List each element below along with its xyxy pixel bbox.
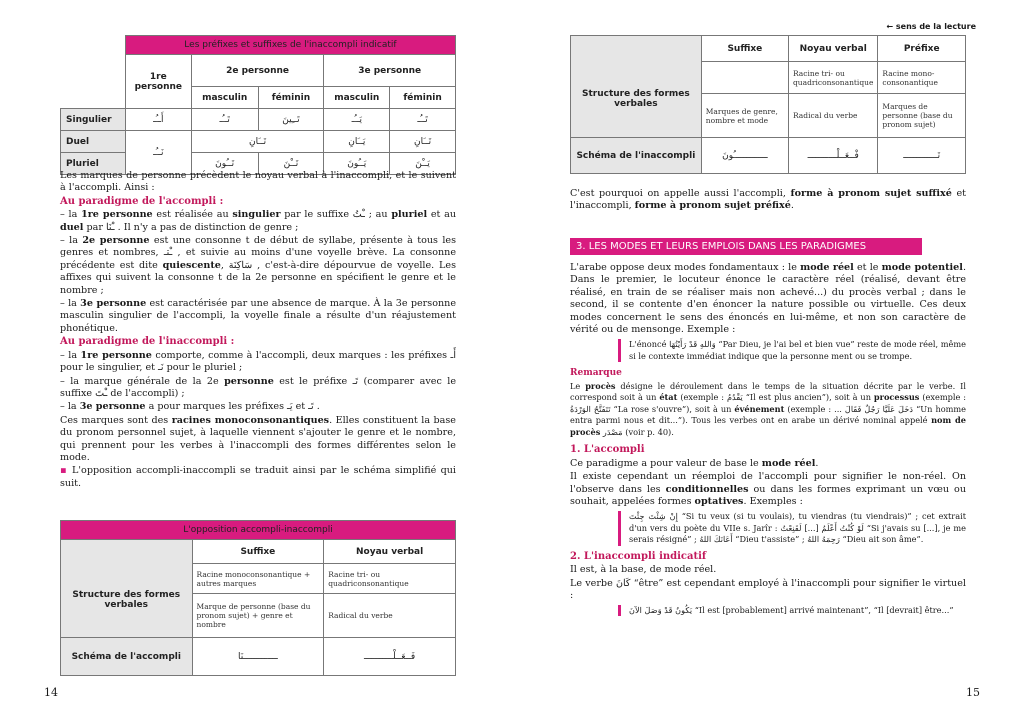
paragraph: – la 3e personne est caractérisée par une absence de marque. À la 3e personne masculin singulier de l'accompli, la voyelle finale a résulte d'un réajustement phonétique. (60, 298, 457, 334)
affix-cell: تَــُـ (390, 109, 456, 131)
heading-inaccompli: Au paradigme de l'inaccompli : (60, 336, 235, 348)
right-body-text (570, 262, 966, 616)
page-number: 15 (966, 686, 980, 699)
affix-cell: تَــِينَ (258, 109, 324, 131)
paragraph: L'arabe oppose deux modes fondamentaux : le mode réel et le mode potentiel. Dans le premier, le locuteur énonce le caractère réel (réalisé, devant être réalisé, en train de se réaliser mais non achevé...) du procès verbal ; dans le second, il se contente d'en énoncer la nature possible ou virtuelle. Ces deux modes concernent le sens des énoncés en lui-même, et non son caractère de vérité ou de mensonge. Exemple : (570, 262, 966, 336)
cell: Radical du verbe (324, 594, 456, 638)
paragraph: Le verbe كَانَ “être” est cependant employé à l'inaccompli pour signifier le virtuel : (570, 577, 966, 602)
page-number: 14 (44, 686, 58, 699)
remarque-title: Remarque (570, 368, 622, 379)
affix-cell: يَــْنَ (390, 153, 456, 175)
affix-cell: يَــُونَ (324, 153, 390, 175)
example-quote: L'énoncé وَاللهِ قَدْ رَأَيْتُهَا “Par Dieu, je l'ai bel et bien vue” reste de mode réel, même si le contexte immédiat indique que la personne ment ou se trompe. (618, 339, 966, 362)
row-label: Singulier (61, 109, 126, 131)
affix-cell: تَــُونَ (191, 153, 258, 175)
affix-cell: يَــُـ (324, 109, 390, 131)
row-label: Schéma de l'inaccompli (571, 138, 702, 174)
sub-header-feminin: féminin (390, 87, 456, 109)
affix-cell: تَــَانِ (390, 131, 456, 153)
paragraph: – la 1re personne est réalisée au singulier par le suffixe ـْتُ ; au pluriel et au duel par ـْنَا . Il n'y a pas de distinction de genre ; (60, 209, 456, 233)
cell: Racine tri- ou quadriconsonantique (788, 62, 877, 94)
paragraph: Ce paradigme a pour valeur de base le mode réel. (570, 457, 819, 469)
col-header-noyau: Noyau verbal (788, 36, 877, 62)
affix-cell: أَــُـ (125, 109, 191, 131)
paragraph: Il est, à la base, de mode réel. (570, 564, 717, 576)
row-label: Structure des formes verbales (571, 62, 702, 138)
affix-cell: تَــْنَ (258, 153, 324, 175)
cell: Marques de genre, nombre et mode (701, 94, 788, 138)
sub-header-feminin: féminin (258, 87, 324, 109)
affix-cell: تَــُـ (191, 109, 258, 131)
sub-header-masculin: masculin (191, 87, 258, 109)
paragraph: – la 1re personne comporte, comme à l'accompli, deux marques : les préfixes أَـ pour le singulier, et نَـ pour le pluriel ; (60, 349, 457, 374)
cell: Racine tri- ou quadriconsonantique (324, 564, 456, 594)
sub-header-masculin: masculin (324, 87, 390, 109)
affix-cell: نَــُـ (125, 131, 191, 175)
affix-cell: تَــَانِ (191, 131, 324, 153)
paragraph: – la marque générale de la 2e personne est le préfixe تَـ (comparer avec le suffixe ـْتَ de l'accompli) ; (60, 375, 457, 399)
cell: Radical du verbe (788, 94, 877, 138)
right-page (510, 0, 1020, 718)
schema-suffix: ـــــــــــــنَا (192, 638, 324, 676)
row-label: Duel (61, 131, 126, 153)
col-header-noyau: Noyau verbal (324, 540, 456, 564)
table-row (61, 131, 456, 153)
table-title: Les préfixes et suffixes de l'inaccompli indicatif (125, 36, 455, 55)
schema-prefix: تَـــــــــــــ (878, 138, 966, 174)
row-label: Pluriel (61, 153, 126, 175)
col-header-suffixe: Suffixe (192, 540, 324, 564)
example-quote: إِنْ شِئْتَ جِئْتَ “Si tu veux (si tu voulais), tu viendras (tu viendrais)” ; cet extrait d'un vers du poète du VIIe s. Jarîr : لَوْ كُنْتُ أَعْلَمُ [...] لَقَنِعْتُ “Si j'avais su [...], je me serais résigné” ; أَعَانَكَ اللهُ “Dieu t'assiste” ; رَحِمَهُ اللهُ “Dieu ait son âme”. (618, 511, 966, 546)
remarque-text: Le procès désigne le déroulement dans le temps de la situation décrite par le verbe. Il correspond soit à un état (exemple : يَقْدُمُ “Il est plus ancien”), soit à un processus (exemple : تَتَفَتَّحُ الوَرْدَةُ “La rose s'ouvre”), soit à un événement (exemple : ... دَخَلَ عَلَيَّا رَجُلٌ فَقَالَ “Un homme entra parmi nous et dit...”). Tous les verbes ont en arabe un dérivé nominal appelé nom de procès مَصْدَر (voir p. 40). (570, 380, 967, 437)
cell: Racine monoconsonantique + autres marques (192, 564, 324, 594)
paragraph: Il existe cependant un réemploi de l'accompli pour signifier le non-réel. On l'observe dans les conditionnelles ou dans les formes exprimant un vœu ou souhait, appelées formes optatives. Exemples : (570, 471, 966, 507)
cell-empty (701, 62, 788, 94)
col-header-1st-person: 1re personne (125, 55, 191, 109)
col-header-suffixe: Suffixe (701, 36, 788, 62)
col-header-prefixe: Préfixe (878, 36, 966, 62)
cell: Marques de personne (base du pronom sujet) (878, 94, 966, 138)
reading-direction-label: ← sens de la lecture (886, 22, 976, 31)
heading-accompli: Au paradigme de l'accompli : (60, 195, 224, 207)
table-title: L'opposition accompli-inaccompli (61, 521, 456, 540)
heading-accompli: 1. L'accompli (570, 444, 645, 456)
schema-noyau: فْــعَــلْـــــــــــ (788, 138, 877, 174)
example-quote: يَكُونُ قَدْ وَصَلَ الآنَ “Il est [probablement] arrivé maintenant”, “Il [devrait] être...” (618, 605, 966, 617)
paragraph: ▪ L'opposition accompli-inaccompli se traduit ainsi par le schéma simplifié qui suit. (60, 465, 456, 489)
col-header-2nd-person: 2e personne (191, 55, 324, 87)
affix-cell: يَــَانِ (324, 131, 390, 153)
left-body-text (60, 170, 456, 491)
row-label: Schéma de l'accompli (61, 638, 193, 676)
schema-suffix: ـــــــــــــُونَ (701, 138, 788, 174)
inaccompli-structure-table (570, 35, 966, 174)
right-para-cest: C'est pourquoi on appelle aussi l'accompli, forme à pronom sujet suffixé et l'inaccompli, forme à pronom sujet préfixé. (570, 188, 967, 212)
cell: Racine mono-consonantique (878, 62, 966, 94)
cell: Marque de personne (base du pronom sujet) + genre et nombre (192, 594, 324, 638)
col-header-3rd-person: 3e personne (324, 55, 456, 87)
inaccompli-affixes-table (60, 35, 456, 175)
table-row (61, 109, 456, 131)
paragraph: Les marques de personne précèdent le noyau verbal à l'inaccompli, et le suivent à l'accompli. Ainsi : (60, 170, 456, 194)
row-label: Structure des formes verbales (61, 564, 193, 638)
section-title-bar: 3. LES MODES ET LEURS EMPLOIS DANS LES PARADIGMES (570, 238, 922, 255)
heading-inaccompli: 2. L'inaccompli indicatif (570, 550, 707, 562)
paragraph: Ces marques sont des racines monoconsonantiques. Elles constituent la base du pronom personnel sujet, à laquelle viennent s'ajouter le genre et le nombre, qui prennent pour les verbes à l'inaccompli des formes différentes selon le mode. (60, 414, 456, 463)
schema-noyau: فَــعَــلْـــــــــــ (324, 638, 456, 676)
paragraph: – la 2e personne est une consonne t de début de syllabe, présente à tous les genres et nombres, ـْتـ , et suivie au moins d'une voyelle brève. La consonne précédente est dite quiescente, سَاكِنَة , c'est-à-dire dépourvue de voyelle. Les affixes qui suivent la consonne t de la 2e personne en spécifient le genre et le nombre ; (60, 235, 457, 296)
opposition-table (60, 520, 456, 676)
paragraph: – la 3e personne a pour marques les préfixes يَـ et تَـ . (60, 401, 320, 413)
